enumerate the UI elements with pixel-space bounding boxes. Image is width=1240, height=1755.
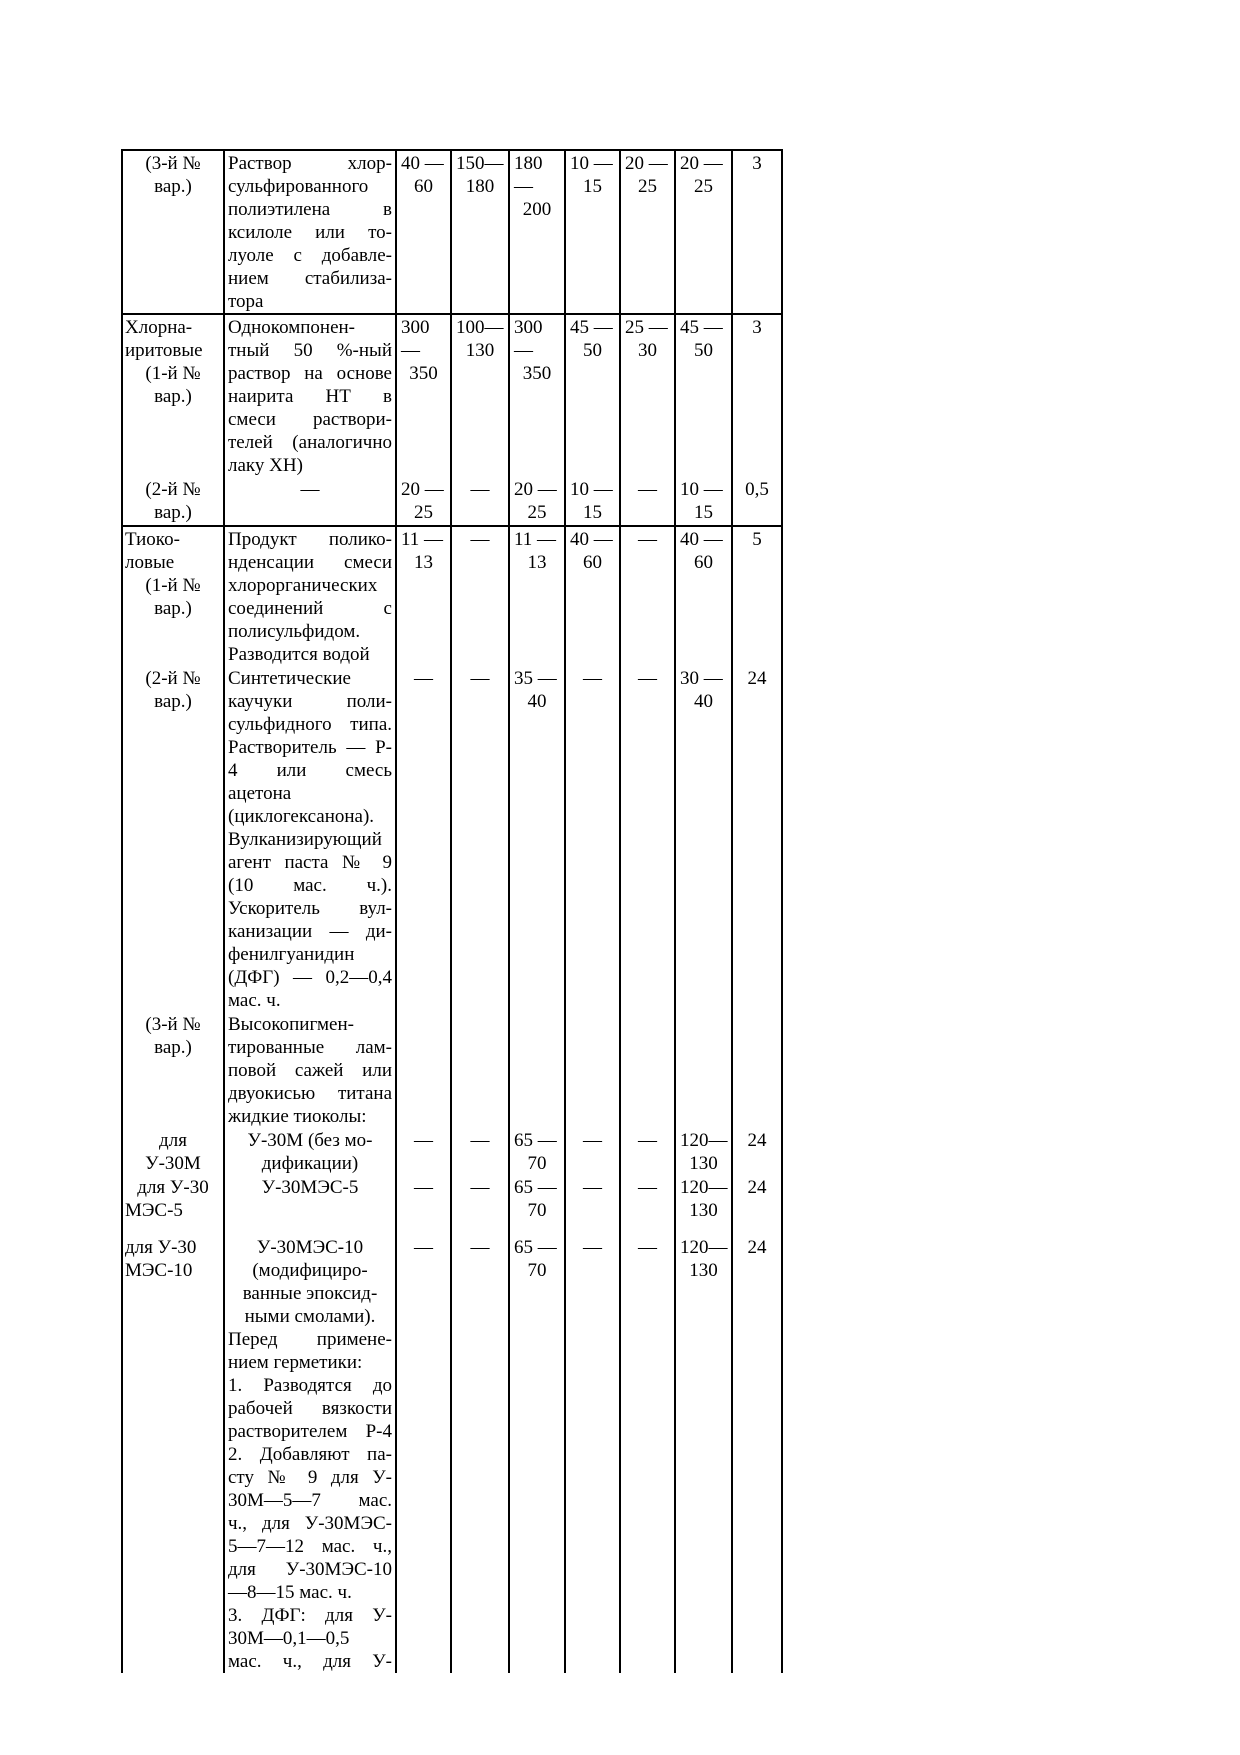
text-line: 300— bbox=[401, 317, 430, 361]
value-cell bbox=[510, 1175, 566, 1235]
text-line: 20 — bbox=[401, 479, 444, 500]
text-line: — bbox=[583, 668, 602, 689]
text-line: 1. Разводятся до bbox=[228, 1375, 392, 1396]
text-line: 2. Добавляют па- bbox=[228, 1444, 392, 1465]
value-cell bbox=[566, 1128, 621, 1175]
text-line: 120— bbox=[680, 1130, 728, 1151]
text-line: лаку ХН) bbox=[228, 455, 303, 476]
text-line: 20 — bbox=[625, 153, 668, 174]
text-line: 25 bbox=[694, 176, 713, 197]
value-cell bbox=[621, 315, 676, 477]
label-cell bbox=[121, 1128, 225, 1175]
text-line: — bbox=[583, 1130, 602, 1151]
text-line: двуокисью титана bbox=[228, 1083, 392, 1104]
text-line: 65 — bbox=[514, 1130, 557, 1151]
text-line: 60 bbox=[414, 176, 433, 197]
text-line: для У-30 bbox=[125, 1237, 197, 1258]
text-line: — bbox=[638, 529, 657, 550]
text-line: Высокопигмен- bbox=[228, 1014, 354, 1035]
text-line: 25 bbox=[527, 502, 547, 523]
text-line: нденсации смеси bbox=[228, 552, 392, 573]
value-cell bbox=[510, 151, 566, 313]
table-row bbox=[121, 151, 783, 313]
text-line: 200 bbox=[522, 199, 552, 220]
label-cell bbox=[121, 1012, 225, 1128]
table-row bbox=[121, 1235, 783, 1673]
text-line: 60 bbox=[694, 552, 713, 573]
text-line: — bbox=[638, 1237, 657, 1258]
text-line: (ДФГ) — 0,2—0,4 bbox=[228, 967, 392, 988]
text-line: тный 50 %-ный bbox=[228, 340, 392, 361]
label-cell bbox=[121, 315, 225, 477]
table-row bbox=[121, 315, 783, 477]
text-line: 70 bbox=[527, 1200, 547, 1221]
desc-cell bbox=[225, 527, 397, 666]
text-line: 5—7—12 мас. ч., bbox=[228, 1536, 392, 1557]
text-line: — bbox=[300, 479, 320, 500]
table-row bbox=[121, 477, 783, 525]
text-line: — bbox=[638, 479, 657, 500]
desc-cell bbox=[225, 1128, 397, 1175]
text-line: ловые bbox=[125, 552, 175, 573]
value-cell bbox=[676, 151, 733, 313]
text-line: Синтетические bbox=[228, 668, 351, 689]
text-line: 30М—5—7 мас. bbox=[228, 1490, 392, 1511]
text-line: 40 bbox=[527, 691, 547, 712]
text-line: 150— bbox=[456, 153, 504, 174]
table-group bbox=[121, 527, 783, 1673]
text-line: 20 — bbox=[680, 153, 723, 174]
value-cell bbox=[733, 1128, 783, 1175]
value-cell bbox=[510, 1012, 566, 1128]
desc-cell bbox=[225, 1175, 397, 1235]
text-line: тированные лам- bbox=[228, 1037, 392, 1058]
value-cell bbox=[733, 1235, 783, 1673]
value-cell bbox=[621, 151, 676, 313]
text-line: 13 bbox=[414, 552, 433, 573]
text-line: 13 bbox=[527, 552, 547, 573]
text-line: Продукт полико- bbox=[228, 529, 392, 550]
text-line: иритовые bbox=[125, 340, 203, 361]
text-line: 65 — bbox=[514, 1177, 557, 1198]
text-line: 25 bbox=[414, 502, 433, 523]
value-cell bbox=[397, 315, 452, 477]
value-cell bbox=[733, 1175, 783, 1235]
text-line: ванные эпоксид- bbox=[242, 1283, 378, 1304]
value-cell bbox=[397, 151, 452, 313]
table-group bbox=[121, 151, 783, 315]
label-cell bbox=[121, 477, 225, 525]
value-cell bbox=[621, 1012, 676, 1128]
text-line: 40 — bbox=[680, 529, 723, 550]
text-line: (3-й № bbox=[145, 1014, 201, 1035]
value-cell bbox=[566, 477, 621, 525]
text-line: 45 — bbox=[680, 317, 723, 338]
text-line: дификации) bbox=[261, 1153, 359, 1174]
text-line: каучуки поли- bbox=[228, 691, 392, 712]
value-cell bbox=[676, 477, 733, 525]
text-line: 24 bbox=[747, 668, 767, 689]
value-cell bbox=[397, 1128, 452, 1175]
text-line: 24 bbox=[747, 1237, 767, 1258]
text-line: — bbox=[470, 1177, 490, 1198]
value-cell bbox=[510, 527, 566, 666]
text-line: — bbox=[470, 1130, 490, 1151]
value-cell bbox=[621, 666, 676, 1012]
table-row bbox=[121, 666, 783, 1012]
value-cell bbox=[452, 1235, 510, 1673]
text-line: У-30М bbox=[145, 1153, 201, 1174]
text-line: — bbox=[414, 668, 433, 689]
value-cell bbox=[676, 666, 733, 1012]
text-line: Перед примене- bbox=[228, 1329, 392, 1350]
text-line: (2-й № bbox=[145, 479, 201, 500]
text-line: ными смолами). bbox=[244, 1306, 376, 1327]
value-cell bbox=[676, 1128, 733, 1175]
value-cell bbox=[397, 1175, 452, 1235]
value-cell bbox=[510, 666, 566, 1012]
text-line: 3. ДФГ: для У- bbox=[228, 1605, 392, 1626]
text-line: — bbox=[583, 1237, 602, 1258]
value-cell bbox=[676, 527, 733, 666]
text-line: Хлорна- bbox=[125, 317, 193, 338]
desc-cell bbox=[225, 151, 397, 313]
text-line: 40 — bbox=[401, 153, 444, 174]
value-cell bbox=[566, 315, 621, 477]
value-cell bbox=[566, 1012, 621, 1128]
text-line: повой сажей или bbox=[228, 1060, 392, 1081]
value-cell bbox=[452, 477, 510, 525]
label-cell bbox=[121, 151, 225, 313]
text-line: агент паста № 9 bbox=[228, 852, 392, 873]
text-line: нием стабилиза- bbox=[228, 268, 392, 289]
text-line: 70 bbox=[527, 1260, 547, 1281]
text-line: нием герметики: bbox=[228, 1352, 363, 1373]
text-line: вар.) bbox=[154, 691, 192, 712]
text-line: 24 bbox=[747, 1130, 767, 1151]
value-cell bbox=[452, 1012, 510, 1128]
text-line: 25 — bbox=[625, 317, 668, 338]
text-line: 30 — bbox=[680, 668, 723, 689]
value-cell bbox=[676, 1012, 733, 1128]
text-line: вар.) bbox=[154, 386, 192, 407]
text-line: Раствор хлор- bbox=[228, 153, 392, 174]
table-row bbox=[121, 527, 783, 666]
text-line: вар.) bbox=[154, 502, 192, 523]
desc-cell bbox=[225, 666, 397, 1012]
text-line: МЭС-5 bbox=[125, 1200, 183, 1221]
text-line: для У-30 bbox=[137, 1177, 209, 1198]
value-cell bbox=[733, 666, 783, 1012]
text-line: — bbox=[583, 1177, 602, 1198]
text-line: 50 bbox=[583, 340, 602, 361]
text-line: соединений с bbox=[228, 598, 392, 619]
text-line: раствор на основе bbox=[228, 363, 392, 384]
text-line: 11 — bbox=[401, 529, 444, 550]
text-line: (модифициро- bbox=[252, 1260, 368, 1281]
text-line: вар.) bbox=[154, 598, 192, 619]
value-cell bbox=[397, 1012, 452, 1128]
text-line: (1-й № bbox=[145, 575, 201, 596]
text-line: 300— bbox=[514, 317, 543, 361]
text-line: У-30МЭС-5 bbox=[261, 1177, 359, 1198]
text-line: Вулканизирующий bbox=[228, 829, 382, 850]
table bbox=[121, 149, 783, 1673]
value-cell bbox=[510, 1235, 566, 1673]
value-cell bbox=[397, 527, 452, 666]
text-line: 3 bbox=[752, 153, 762, 174]
value-cell bbox=[452, 666, 510, 1012]
text-line: — bbox=[470, 479, 490, 500]
text-line: 3 bbox=[752, 317, 762, 338]
value-cell bbox=[452, 315, 510, 477]
text-line: канизации — ди- bbox=[228, 921, 392, 942]
text-line: 0,5 bbox=[745, 479, 769, 500]
text-line: — bbox=[638, 1177, 657, 1198]
table-group bbox=[121, 315, 783, 527]
text-line: сульфидного типа. bbox=[228, 714, 392, 735]
text-line: 20 — bbox=[514, 479, 557, 500]
value-cell bbox=[566, 1235, 621, 1673]
text-line: У-30МЭС-10 bbox=[256, 1237, 364, 1258]
value-cell bbox=[566, 666, 621, 1012]
value-cell bbox=[676, 315, 733, 477]
text-line: 70 bbox=[527, 1153, 547, 1174]
text-line: хлорорганических bbox=[228, 575, 378, 596]
text-line: — bbox=[470, 529, 490, 550]
text-line: — bbox=[638, 1130, 657, 1151]
text-line: рабочей вязкости bbox=[228, 1398, 392, 1419]
text-line: Однокомпонен- bbox=[228, 317, 355, 338]
value-cell bbox=[397, 1235, 452, 1673]
value-cell bbox=[621, 527, 676, 666]
text-line: — bbox=[414, 1237, 433, 1258]
text-line: 130 bbox=[465, 340, 495, 361]
text-line: 40 — bbox=[570, 529, 613, 550]
text-line: 130 bbox=[689, 1153, 718, 1174]
text-line: Ускоритель вул- bbox=[228, 898, 392, 919]
value-cell bbox=[621, 1128, 676, 1175]
text-line: 30М—0,1—0,5 bbox=[228, 1628, 350, 1649]
text-line: ксилоле или то- bbox=[228, 222, 392, 243]
text-line: жидкие тиоколы: bbox=[228, 1106, 367, 1127]
value-cell bbox=[510, 315, 566, 477]
value-cell bbox=[676, 1175, 733, 1235]
text-line: — bbox=[470, 1237, 490, 1258]
text-line: 35 — bbox=[514, 668, 557, 689]
text-line: мас. ч., для У- bbox=[228, 1651, 392, 1672]
value-cell bbox=[733, 527, 783, 666]
value-cell bbox=[566, 1175, 621, 1235]
value-cell bbox=[621, 477, 676, 525]
table-row bbox=[121, 1128, 783, 1175]
text-line: ч., для У-30МЭС- bbox=[228, 1513, 392, 1534]
text-line: фенилгуанидин bbox=[228, 944, 355, 965]
text-line: 24 bbox=[747, 1177, 767, 1198]
text-line: 10 — bbox=[570, 153, 613, 174]
text-line: 350 bbox=[409, 363, 438, 384]
text-line: 120— bbox=[680, 1237, 728, 1258]
text-line: растворителем Р-4 bbox=[228, 1421, 392, 1442]
label-cell bbox=[121, 527, 225, 666]
text-line: для У-30МЭС-10 bbox=[228, 1559, 392, 1580]
value-cell bbox=[510, 1128, 566, 1175]
text-line: Растворитель — Р- bbox=[228, 737, 392, 758]
text-line: 15 bbox=[583, 176, 602, 197]
value-cell bbox=[452, 1175, 510, 1235]
value-cell bbox=[733, 151, 783, 313]
text-line: (1-й № bbox=[145, 363, 201, 384]
text-line: (10 мас. ч.). bbox=[228, 875, 392, 896]
value-cell bbox=[621, 1175, 676, 1235]
text-line: 100— bbox=[456, 317, 504, 338]
text-line: 130 bbox=[689, 1260, 718, 1281]
text-line: (2-й № bbox=[145, 668, 201, 689]
text-line: 25 bbox=[638, 176, 657, 197]
text-line: 10 — bbox=[570, 479, 613, 500]
value-cell bbox=[566, 527, 621, 666]
text-line: 11 — bbox=[514, 529, 557, 550]
text-line: телей (аналогично bbox=[228, 432, 392, 453]
text-line: для bbox=[159, 1130, 187, 1151]
value-cell bbox=[510, 477, 566, 525]
text-line: смеси раствори- bbox=[228, 409, 392, 430]
desc-cell bbox=[225, 1012, 397, 1128]
text-line: сту № 9 для У- bbox=[228, 1467, 392, 1488]
value-cell bbox=[676, 1235, 733, 1673]
text-line: 120— bbox=[680, 1177, 728, 1198]
text-line: — bbox=[414, 1177, 433, 1198]
text-line: 40 bbox=[694, 691, 713, 712]
text-line: Разводится водой bbox=[228, 644, 370, 665]
value-cell bbox=[452, 1128, 510, 1175]
text-line: 4 или смесь bbox=[228, 760, 392, 781]
text-line: — bbox=[638, 668, 657, 689]
desc-cell bbox=[225, 477, 397, 525]
text-line: полисульфидом. bbox=[228, 621, 361, 642]
text-line: 15 bbox=[694, 502, 713, 523]
text-line: 45 — bbox=[570, 317, 613, 338]
text-line: 30 bbox=[638, 340, 657, 361]
text-line: наирита НТ в bbox=[228, 386, 392, 407]
text-line: — bbox=[414, 1130, 433, 1151]
text-line: 65 — bbox=[514, 1237, 557, 1258]
value-cell bbox=[621, 1235, 676, 1673]
label-cell bbox=[121, 1175, 225, 1235]
value-cell bbox=[566, 151, 621, 313]
text-line: МЭС-10 bbox=[125, 1260, 193, 1281]
text-line: 10 — bbox=[680, 479, 723, 500]
text-line: 350 bbox=[522, 363, 552, 384]
value-cell bbox=[452, 151, 510, 313]
value-cell bbox=[397, 477, 452, 525]
text-line: У-30М (без мо- bbox=[247, 1130, 373, 1151]
value-cell bbox=[733, 315, 783, 477]
text-line: (циклогексанона). bbox=[228, 806, 375, 827]
text-line: 180— bbox=[514, 153, 543, 197]
text-line: луоле с добавле- bbox=[228, 245, 392, 266]
text-line: ацетона bbox=[228, 783, 292, 804]
value-cell bbox=[397, 666, 452, 1012]
text-line: 5 bbox=[752, 529, 762, 550]
text-line: 50 bbox=[694, 340, 713, 361]
text-line: мас. ч. bbox=[228, 990, 281, 1011]
label-cell bbox=[121, 666, 225, 1012]
text-line: 60 bbox=[583, 552, 602, 573]
text-line: 180 bbox=[465, 176, 495, 197]
value-cell bbox=[733, 477, 783, 525]
text-line: (3-й № bbox=[145, 153, 201, 174]
value-cell bbox=[452, 527, 510, 666]
text-line: — bbox=[470, 668, 490, 689]
text-line: —8—15 мас. ч. bbox=[228, 1582, 352, 1603]
text-line: полиэтилена в bbox=[228, 199, 392, 220]
text-line: Тиоко- bbox=[125, 529, 180, 550]
text-line: вар.) bbox=[154, 176, 192, 197]
value-cell bbox=[733, 1012, 783, 1128]
desc-cell bbox=[225, 1235, 397, 1673]
text-line: сульфированного bbox=[228, 176, 369, 197]
desc-cell bbox=[225, 315, 397, 477]
table-row bbox=[121, 1012, 783, 1128]
label-cell bbox=[121, 1235, 225, 1673]
text-line: тора bbox=[228, 291, 264, 312]
text-line: 15 bbox=[583, 502, 602, 523]
text-line: вар.) bbox=[154, 1037, 192, 1058]
text-line: 130 bbox=[689, 1200, 718, 1221]
table-row bbox=[121, 1175, 783, 1235]
